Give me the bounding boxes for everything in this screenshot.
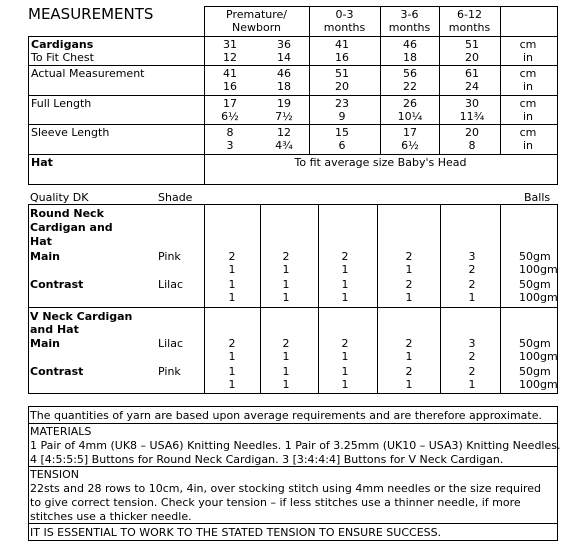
ball-count: 2 [228, 337, 236, 350]
measurement-unit: cm [519, 97, 537, 110]
yarn-item-label: Main [30, 250, 60, 263]
measurement-value: 17 [223, 97, 237, 110]
materials-line: 4 [4:5:5:5] Buttons for Round Neck Cardigan. 3 [3:4:4:4] Buttons for V Neck Cardigan. [30, 453, 504, 466]
ball-count: 2 [405, 337, 413, 350]
measurement-unit: cm [519, 38, 537, 51]
measurement-value: 61 [465, 67, 479, 80]
measurement-sublabel: To Fit Chest [31, 51, 94, 64]
measurement-value: 15 [335, 126, 349, 139]
measurement-value: 30 [465, 97, 479, 110]
ball-count: 1 [405, 378, 413, 391]
yarn-item-label: Contrast [30, 278, 84, 291]
size-header-line2: months [323, 21, 366, 34]
size-header-line1: 3-6 [400, 8, 419, 21]
measurement-value: 41 [223, 67, 237, 80]
measurement-value: 8 [468, 139, 476, 152]
ball-count: 1 [405, 291, 413, 304]
tension-title: TENSION [30, 468, 80, 481]
measurement-label: Full Length [31, 97, 92, 110]
measurement-value: 46 [277, 67, 291, 80]
yarn-item-label: Contrast [30, 365, 84, 378]
ball-weight: 100gm [519, 378, 558, 391]
ball-count: 1 [341, 365, 349, 378]
measurement-value: 8 [226, 126, 234, 139]
ball-weight: 100gm [519, 350, 558, 363]
measurement-value: 18 [403, 51, 417, 64]
tension-text: 22sts and 28 rows to 10cm, 4in, over stocking stitch using 4mm needles or the size required to give correct tension. Check your tension – if less stitches use a thinner needle, if more stitches use a thicker needle. [30, 482, 542, 523]
measurement-value: 6 [338, 139, 346, 152]
ball-count: 1 [405, 263, 413, 276]
measurement-unit: in [522, 51, 534, 64]
ball-count: 2 [282, 250, 290, 263]
ball-count: 2 [341, 337, 349, 350]
measurement-label: Cardigans [31, 38, 94, 51]
size-header-line1: 6-12 [457, 8, 482, 21]
ball-count: 2 [341, 250, 349, 263]
essential-note: IT IS ESSENTIAL TO WORK TO THE STATED TENSION TO ENSURE SUCCESS. [30, 526, 442, 539]
size-header-line2: months [448, 21, 491, 34]
measurement-value: 6½ [401, 139, 419, 152]
ball-count: 1 [282, 378, 290, 391]
hat-label: Hat [31, 156, 53, 169]
measurement-value: 19 [277, 97, 291, 110]
size-header-line1: Premature/ [226, 8, 287, 21]
measurement-value: 56 [403, 67, 417, 80]
measurement-value: 10¼ [397, 110, 423, 123]
ball-count: 2 [405, 365, 413, 378]
measurement-value: 51 [465, 38, 479, 51]
measurement-value: 36 [277, 38, 291, 51]
ball-count: 2 [405, 250, 413, 263]
ball-count: 1 [228, 291, 236, 304]
ball-count: 1 [341, 378, 349, 391]
ball-count: 1 [341, 291, 349, 304]
ball-weight: 100gm [519, 291, 558, 304]
hat-size-text: To fit average size Baby's Head [294, 156, 467, 169]
measurement-value: 12 [277, 126, 291, 139]
measurement-value: 20 [335, 80, 349, 93]
ball-count: 2 [282, 337, 290, 350]
measurement-value: 20 [465, 51, 479, 64]
measurement-unit: in [522, 139, 534, 152]
balls-label: Balls [524, 191, 551, 204]
measurement-value: 6½ [221, 110, 239, 123]
ball-count: 2 [468, 278, 476, 291]
ball-count: 1 [282, 350, 290, 363]
measurement-label: Sleeve Length [31, 126, 110, 139]
measurement-value: 9 [338, 110, 346, 123]
pattern-title: V Neck Cardigan [30, 310, 133, 323]
measurement-value: 23 [335, 97, 349, 110]
ball-count: 1 [341, 263, 349, 276]
measurement-unit: in [522, 110, 534, 123]
shade-value: Lilac [158, 337, 184, 350]
materials-title: MATERIALS [30, 425, 92, 438]
pattern-title: and Hat [30, 323, 79, 336]
yarn-item-label: Main [30, 337, 60, 350]
measurement-value: 17 [403, 126, 417, 139]
ball-count: 1 [228, 378, 236, 391]
shade-label: Shade [158, 191, 193, 204]
measurement-value: 22 [403, 80, 417, 93]
ball-count: 2 [228, 250, 236, 263]
ball-count: 2 [468, 263, 476, 276]
measurement-value: 16 [335, 51, 349, 64]
ball-count: 1 [228, 263, 236, 276]
size-header-line2: months [388, 21, 431, 34]
ball-count: 2 [405, 278, 413, 291]
quantities-note: The quantities of yarn are based upon average requirements and are therefore approximate. [30, 409, 542, 422]
ball-count: 1 [468, 291, 476, 304]
ball-count: 1 [228, 365, 236, 378]
ball-count: 3 [468, 250, 476, 263]
measurement-value: 46 [403, 38, 417, 51]
ball-weight: 50gm [519, 365, 551, 378]
measurement-value: 20 [465, 126, 479, 139]
measurement-value: 51 [335, 67, 349, 80]
ball-count: 3 [468, 337, 476, 350]
measurement-unit: cm [519, 67, 537, 80]
measurement-label: Actual Measurement [31, 67, 145, 80]
shade-value: Pink [158, 365, 181, 378]
measurements-title: MEASUREMENTS [28, 5, 154, 23]
measurement-value: 14 [277, 51, 291, 64]
measurement-unit: cm [519, 126, 537, 139]
shade-value: Lilac [158, 278, 184, 291]
measurement-value: 24 [465, 80, 479, 93]
measurement-value: 26 [403, 97, 417, 110]
ball-count: 1 [405, 350, 413, 363]
measurement-value: 16 [223, 80, 237, 93]
ball-count: 1 [282, 263, 290, 276]
measurement-value: 41 [335, 38, 349, 51]
quality-label: Quality DK [30, 191, 89, 204]
ball-weight: 50gm [519, 250, 551, 263]
ball-count: 1 [341, 350, 349, 363]
ball-weight: 50gm [519, 278, 551, 291]
ball-count: 2 [468, 365, 476, 378]
ball-weight: 100gm [519, 263, 558, 276]
shade-value: Pink [158, 250, 181, 263]
ball-count: 2 [468, 350, 476, 363]
pattern-title: Cardigan and [30, 221, 113, 234]
ball-count: 1 [282, 291, 290, 304]
ball-count: 1 [341, 278, 349, 291]
measurement-value: 4¾ [275, 139, 293, 152]
size-header-line2: Newborn [231, 21, 281, 34]
measurement-value: 11¾ [459, 110, 485, 123]
pattern-title: Hat [30, 235, 52, 248]
measurement-value: 31 [223, 38, 237, 51]
measurement-value: 18 [277, 80, 291, 93]
measurement-value: 7½ [275, 110, 293, 123]
materials-line: 1 Pair of 4mm (UK8 – USA6) Knitting Needles. 1 Pair of 3.25mm (UK10 – USA3) Knitting Needles. [30, 439, 561, 452]
ball-count: 1 [282, 278, 290, 291]
measurement-unit: in [522, 80, 534, 93]
size-header-line1: 0-3 [335, 8, 354, 21]
ball-count: 1 [282, 365, 290, 378]
pattern-title: Round Neck [30, 207, 104, 220]
ball-count: 1 [468, 378, 476, 391]
ball-count: 1 [228, 350, 236, 363]
measurement-value: 3 [226, 139, 234, 152]
measurement-value: 12 [223, 51, 237, 64]
ball-weight: 50gm [519, 337, 551, 350]
ball-count: 1 [228, 278, 236, 291]
